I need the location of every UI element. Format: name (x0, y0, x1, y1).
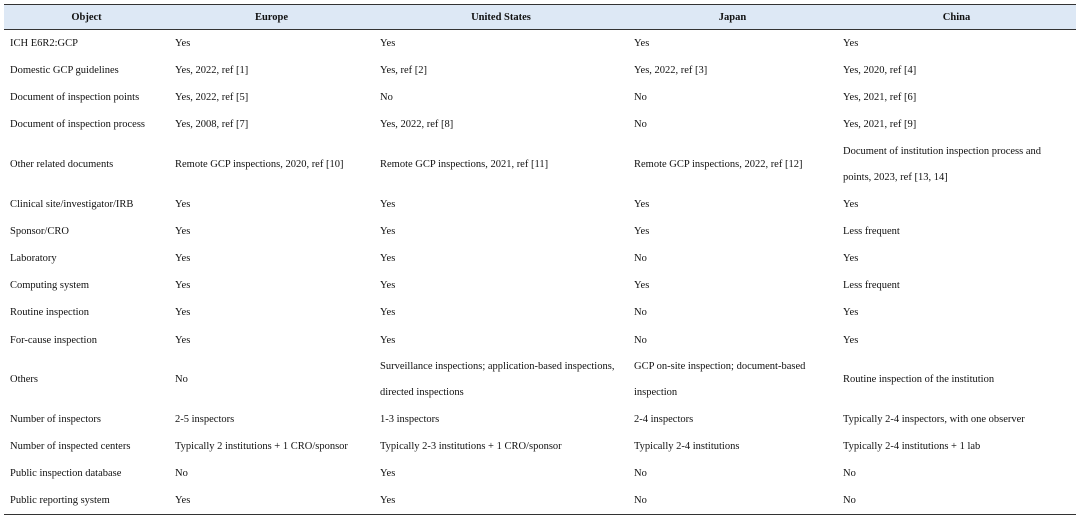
table-row (4, 57, 1076, 84)
table-row (4, 433, 1076, 460)
table-header (4, 5, 1076, 30)
cell-object (4, 327, 169, 354)
cell-text: Less frequent (843, 225, 900, 237)
cell-europe (169, 487, 374, 515)
cell-china (837, 487, 1076, 515)
cell-object (4, 433, 169, 460)
cell-china (837, 245, 1076, 272)
cell-text: Yes (175, 225, 191, 237)
cell-text: 1-3 inspectors (380, 413, 440, 425)
cell-text: Document of institution inspection process and points, 2023, ref [13, 14] (843, 145, 1042, 183)
cell-text: Computing system (10, 280, 90, 292)
cell-japan (628, 433, 837, 460)
cell-object (4, 460, 169, 487)
cell-text: No (175, 373, 188, 385)
cell-japan (628, 272, 837, 299)
cell-japan (628, 57, 837, 84)
cell-object (4, 272, 169, 299)
cell-china (837, 299, 1076, 326)
cell-europe (169, 218, 374, 245)
cell-china (837, 460, 1076, 487)
cell-text: Yes (380, 38, 396, 49)
cell-europe (169, 299, 374, 326)
header-object: Object (71, 11, 102, 23)
comparison-table-container (4, 4, 1076, 515)
table-row (4, 354, 1076, 406)
cell-china (837, 327, 1076, 354)
cell-japan (628, 84, 837, 111)
cell-united-states (374, 299, 628, 326)
table-row (4, 30, 1076, 58)
cell-europe (169, 406, 374, 433)
table-row (4, 406, 1076, 433)
cell-object (4, 245, 169, 272)
table-body (4, 30, 1076, 515)
cell-china (837, 191, 1076, 218)
header-row (4, 5, 1076, 30)
table-row (4, 327, 1076, 354)
cell-text: Number of inspectors (10, 413, 101, 425)
header-china: China (942, 11, 971, 23)
cell-text: Yes (380, 495, 396, 507)
cell-china (837, 84, 1076, 111)
cell-china (837, 218, 1076, 245)
table-row (4, 272, 1076, 299)
cell-text: Public reporting system (10, 495, 110, 507)
header-europe: Europe (254, 11, 289, 23)
cell-text: Yes (843, 198, 859, 210)
cell-text: Routine inspection (10, 307, 90, 319)
cell-text: No (843, 468, 856, 480)
cell-japan (628, 354, 837, 406)
cell-text: 2-5 inspectors (175, 413, 235, 425)
cell-china (837, 139, 1076, 191)
cell-text: Yes (843, 253, 859, 265)
cell-europe (169, 327, 374, 354)
table-row (4, 487, 1076, 515)
cell-text: Yes, 2022, ref [3] (634, 65, 708, 77)
cell-text: Yes, 2022, ref [1] (175, 65, 249, 77)
cell-text: Yes (380, 307, 396, 319)
cell-text: Yes (380, 280, 396, 292)
table-row (4, 245, 1076, 272)
cell-united-states (374, 191, 628, 218)
cell-united-states (374, 487, 628, 515)
cell-europe (169, 84, 374, 111)
cell-united-states (374, 30, 628, 58)
cell-united-states (374, 57, 628, 84)
cell-object (4, 191, 169, 218)
cell-japan (628, 487, 837, 515)
cell-text: GCP on-site inspection; document-based inspection (634, 360, 806, 398)
cell-japan (628, 327, 837, 354)
cell-text: Yes (175, 334, 191, 346)
cell-text: Others (10, 373, 38, 385)
cell-text: No (634, 92, 647, 104)
cell-text: No (634, 468, 647, 480)
cell-united-states (374, 327, 628, 354)
cell-text: Sponsor/CRO (10, 225, 69, 237)
table-row (4, 299, 1076, 326)
cell-europe (169, 245, 374, 272)
cell-text: Typically 2 institutions + 1 CRO/sponsor (175, 440, 348, 452)
cell-object (4, 218, 169, 245)
cell-text: Yes (175, 307, 191, 319)
cell-text: No (175, 468, 188, 480)
cell-text: Less frequent (843, 280, 900, 292)
cell-object (4, 57, 169, 84)
cell-text: No (634, 495, 647, 507)
cell-china (837, 406, 1076, 433)
cell-europe (169, 460, 374, 487)
cell-united-states (374, 460, 628, 487)
cell-japan (628, 30, 837, 58)
cell-text: Typically 2-4 institutions (634, 440, 740, 452)
table-row (4, 84, 1076, 111)
cell-text: Yes, ref [2] (380, 65, 428, 77)
cell-china (837, 354, 1076, 406)
cell-text: Yes, 2008, ref [7] (175, 119, 249, 131)
cell-text: Yes (634, 225, 650, 237)
cell-object (4, 111, 169, 138)
table-row (4, 218, 1076, 245)
cell-text: Yes (175, 280, 191, 292)
cell-europe (169, 354, 374, 406)
cell-text: Domestic GCP guidelines (10, 65, 119, 77)
cell-europe (169, 272, 374, 299)
cell-united-states (374, 354, 628, 406)
cell-text: Yes (843, 334, 859, 346)
cell-text: Yes (175, 38, 191, 49)
cell-united-states (374, 111, 628, 138)
gcp-inspection-comparison-table (4, 4, 1076, 515)
cell-text: Typically 2-4 institutions + 1 lab (843, 440, 981, 452)
cell-japan (628, 245, 837, 272)
cell-china (837, 111, 1076, 138)
cell-text: Other related documents (10, 158, 114, 170)
cell-text: Routine inspection of the institution (843, 373, 995, 385)
table-row (4, 111, 1076, 138)
cell-text: Yes (380, 253, 396, 265)
cell-united-states (374, 84, 628, 111)
cell-china (837, 272, 1076, 299)
cell-text: Remote GCP inspections, 2022, ref [12] (634, 158, 803, 170)
cell-text: Laboratory (10, 253, 57, 265)
table-row (4, 191, 1076, 218)
cell-text: Yes (380, 225, 396, 237)
cell-japan (628, 460, 837, 487)
cell-text: No (634, 334, 647, 346)
cell-text: Typically 2-3 institutions + 1 CRO/sponsor (380, 440, 562, 452)
cell-japan (628, 406, 837, 433)
cell-united-states (374, 406, 628, 433)
cell-text: Yes (175, 198, 191, 210)
cell-japan (628, 139, 837, 191)
cell-object (4, 30, 169, 58)
cell-text: Remote GCP inspections, 2020, ref [10] (175, 158, 344, 170)
cell-text: Yes (634, 198, 650, 210)
cell-europe (169, 111, 374, 138)
cell-united-states (374, 272, 628, 299)
cell-text: Yes (380, 468, 396, 480)
cell-text: ICH E6R2:GCP (10, 38, 78, 49)
cell-text: No (634, 253, 647, 265)
cell-object (4, 299, 169, 326)
cell-text: Yes, 2020, ref [4] (843, 65, 917, 77)
cell-japan (628, 191, 837, 218)
cell-united-states (374, 139, 628, 191)
cell-object (4, 354, 169, 406)
cell-text: Number of inspected centers (10, 440, 131, 452)
cell-text: Yes (380, 334, 396, 346)
cell-text: Yes (380, 198, 396, 210)
cell-object (4, 406, 169, 433)
cell-text: Yes (843, 307, 859, 319)
cell-text: No (843, 495, 856, 507)
cell-japan (628, 299, 837, 326)
cell-text: Yes (843, 38, 859, 49)
cell-japan (628, 218, 837, 245)
cell-text: Yes (175, 253, 191, 265)
cell-text: For-cause inspection (10, 334, 97, 346)
cell-europe (169, 433, 374, 460)
cell-text: Yes, 2022, ref [8] (380, 119, 454, 131)
cell-china (837, 433, 1076, 460)
cell-text: Yes, 2021, ref [9] (843, 119, 917, 131)
cell-united-states (374, 433, 628, 460)
cell-europe (169, 57, 374, 84)
cell-text: Yes (634, 280, 650, 292)
cell-text: Clinical site/investigator/IRB (10, 198, 134, 210)
table-row (4, 139, 1076, 191)
cell-text: Yes (634, 38, 650, 49)
cell-united-states (374, 245, 628, 272)
cell-text: Remote GCP inspections, 2021, ref [11] (380, 158, 549, 170)
cell-object (4, 84, 169, 111)
cell-text: Document of inspection process (10, 119, 146, 131)
cell-japan (628, 111, 837, 138)
cell-text: Document of inspection points (10, 92, 140, 104)
cell-united-states (374, 218, 628, 245)
cell-text: Public inspection database (10, 468, 122, 480)
cell-text: No (634, 307, 647, 319)
cell-text: Yes, 2022, ref [5] (175, 92, 249, 104)
cell-text: 2-4 inspectors (634, 413, 694, 425)
cell-text: Typically 2-4 inspectors, with one observer (843, 413, 1025, 425)
cell-europe (169, 30, 374, 58)
cell-text: Surveillance inspections; application-based inspections, directed inspections (380, 360, 615, 398)
cell-object (4, 487, 169, 515)
cell-text: No (634, 119, 647, 131)
cell-europe (169, 191, 374, 218)
cell-text: Yes (175, 495, 191, 507)
cell-china (837, 57, 1076, 84)
header-japan: Japan (718, 11, 747, 23)
table-row (4, 460, 1076, 487)
cell-china (837, 30, 1076, 58)
cell-europe (169, 139, 374, 191)
header-united-states: United States (471, 11, 531, 23)
cell-object (4, 139, 169, 191)
cell-text: Yes, 2021, ref [6] (843, 92, 917, 104)
cell-text: No (380, 92, 393, 104)
